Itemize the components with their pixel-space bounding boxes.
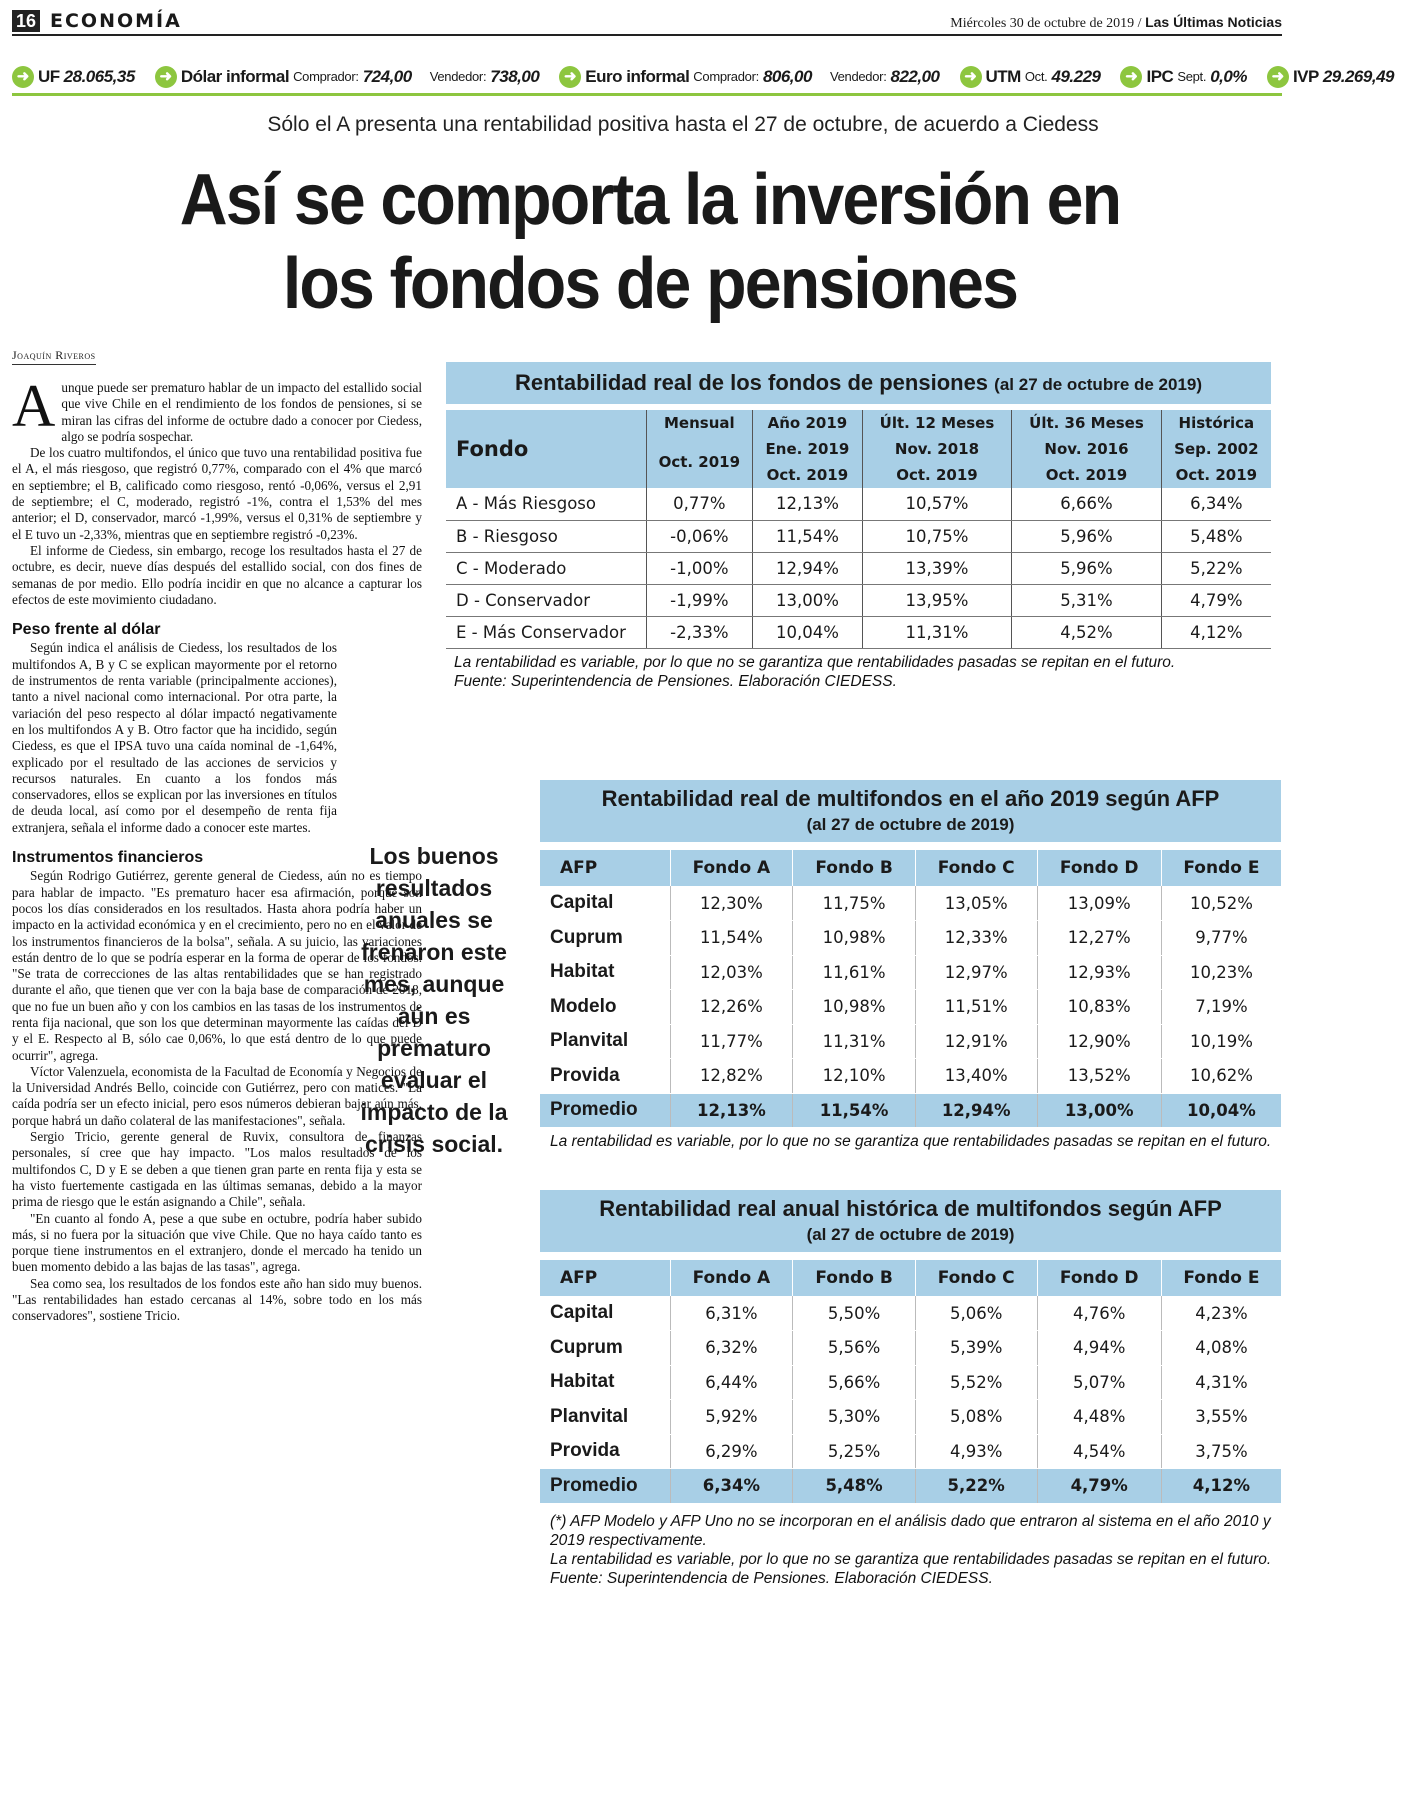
table-cell: 4,79% bbox=[1161, 584, 1271, 616]
table-cell: 4,31% bbox=[1161, 1365, 1281, 1400]
column-header: Fondo A bbox=[670, 850, 793, 886]
table-note bbox=[540, 1512, 1281, 1588]
table-cell: 4,94% bbox=[1037, 1331, 1161, 1366]
table-cell: 12,97% bbox=[915, 955, 1037, 990]
row-label: Cuprum bbox=[540, 921, 670, 956]
table-cell: 5,48% bbox=[1161, 520, 1271, 552]
kicker: Sólo el A presenta una rentabilidad positiva hasta el 27 de octubre, de acuerdo a Ciedess bbox=[267, 113, 1099, 136]
table-row bbox=[540, 921, 1281, 956]
table-cell: 6,29% bbox=[670, 1434, 793, 1469]
table-cell: 9,77% bbox=[1161, 921, 1281, 956]
table-cell: 10,75% bbox=[862, 520, 1012, 552]
table-cell: 12,03% bbox=[670, 955, 793, 990]
table-header-row bbox=[540, 850, 1281, 886]
table-title bbox=[540, 780, 1281, 842]
indicator-label: IVP bbox=[1292, 66, 1319, 86]
table-cell: -1,00% bbox=[646, 552, 753, 584]
row-label: Provida bbox=[540, 1059, 670, 1094]
paragraph: Según indica el análisis de Ciedess, los resultados de los multifondos A, B y C se explican mayormente por el retorno de instrumentos de renta variable (principalmente acciones), tanto a nivel nacional como internacional. Por otra parte, la variación del peso respecto al dólar impactó negativamente en los multifondos A y B. Otro factor que ha incidido, según Ciedess, es que el IPSA tuvo una caída nominal de -1,64%, explicado por el resultado de las acciones de servicios y recursos naturales. En cuanto a los fondos más conservadores, ellos se explican por las inversiones en títulos de deuda local, así como por el desempeño de renta fija extranjera, señala el informe dado a conocer este martes. bbox=[12, 640, 337, 835]
row-label: Cuprum bbox=[540, 1331, 670, 1366]
table-row bbox=[540, 1059, 1281, 1094]
table-cell: 5,07% bbox=[1037, 1365, 1161, 1400]
newspaper-name: Las Últimas Noticias bbox=[1145, 14, 1282, 30]
table-cell: 13,00% bbox=[1037, 1093, 1161, 1128]
table-cell: 11,31% bbox=[793, 1024, 916, 1059]
table-cell: 4,08% bbox=[1161, 1331, 1281, 1366]
row-label: E - Más Conservador bbox=[446, 616, 646, 648]
row-label: Promedio bbox=[540, 1469, 670, 1504]
indicator-utm bbox=[960, 66, 1115, 88]
table-row bbox=[540, 1365, 1281, 1400]
table-multifondos-historica bbox=[540, 1190, 1281, 1588]
table-cell: -0,06% bbox=[646, 520, 753, 552]
row-label: Promedio bbox=[540, 1093, 670, 1128]
table-note bbox=[540, 1132, 1281, 1151]
paragraph: "En cuanto al fondo A, pese a que sube en octubre, podría haber subido más, si no fuera por la situación que vive Chile. Que no haya caído tanto es porque tiene instrumentos en el extranjero, donde el mercado ha tenido un buen momento debido a las bajas de las tasas", agrega. bbox=[12, 1210, 422, 1275]
row-label: Capital bbox=[540, 1296, 670, 1331]
table-cell: 13,39% bbox=[862, 552, 1012, 584]
paragraph bbox=[12, 373, 422, 445]
indicator-label: Euro informal bbox=[585, 66, 690, 86]
column-subheader: Nov. 2016 bbox=[1012, 436, 1162, 462]
indicator-value: 822,00 bbox=[890, 66, 940, 86]
table-cell: 10,04% bbox=[1161, 1093, 1281, 1128]
indicator-euro bbox=[559, 66, 953, 88]
table-cell: 4,48% bbox=[1037, 1400, 1161, 1435]
data-table bbox=[540, 1260, 1281, 1504]
column-subheader: Oct. 2019 bbox=[753, 462, 863, 488]
table-cell: 5,66% bbox=[793, 1365, 916, 1400]
table-cell: 13,95% bbox=[862, 584, 1012, 616]
table-cell: 5,22% bbox=[1161, 552, 1271, 584]
table-cell: 5,22% bbox=[915, 1469, 1037, 1504]
table-cell: 5,06% bbox=[915, 1296, 1037, 1331]
table-cell: 4,12% bbox=[1161, 616, 1271, 648]
table-cell: 12,33% bbox=[915, 921, 1037, 956]
table-cell: 6,34% bbox=[1161, 488, 1271, 520]
indicator-value: 724,00 bbox=[362, 66, 412, 86]
column-header: Fondo E bbox=[1161, 1260, 1281, 1296]
column-subheader: Oct. 2019 bbox=[1012, 462, 1162, 488]
indicator-value: 28.065,35 bbox=[63, 66, 135, 86]
table-cell: 12,91% bbox=[915, 1024, 1037, 1059]
table-cell: -2,33% bbox=[646, 616, 753, 648]
table-title-date: (al 27 de octubre de 2019) bbox=[806, 815, 1015, 834]
table-cell: 12,93% bbox=[1037, 955, 1161, 990]
column-subheader: Nov. 2018 bbox=[862, 436, 1012, 462]
byline: Joaquín Riveros bbox=[12, 348, 96, 365]
table-cell: 7,19% bbox=[1161, 990, 1281, 1025]
table-cell: 12,13% bbox=[753, 488, 863, 520]
row-label: D - Conservador bbox=[446, 584, 646, 616]
column-subheader: Oct. 2019 bbox=[1161, 462, 1271, 488]
page-number: 16 bbox=[12, 10, 40, 32]
indicators-bar bbox=[12, 60, 1394, 96]
table-cell: 5,08% bbox=[915, 1400, 1037, 1435]
table-cell: 11,54% bbox=[753, 520, 863, 552]
indicator-value: 49.229 bbox=[1051, 66, 1101, 86]
paragraph: Sergio Tricio, gerente general de Ruvix, consultora de finanzas personales, sí cree que hay impacto. "Los malos resultados de los multifondos C, D y E se deben a que tienen gran parte en renta fija y esta se ha visto fuertemente castigada en las últimas semanas, debido a la mayor prima de riesgo que le están asignando a Chile", señala. bbox=[12, 1129, 422, 1210]
column-header: Fondo C bbox=[915, 1260, 1037, 1296]
table-row bbox=[540, 886, 1281, 921]
column-header: AFP bbox=[540, 1260, 670, 1296]
note-line: La rentabilidad es variable, por lo que no se garantiza que rentabilidades pasadas se repitan en el futuro. bbox=[550, 1133, 1272, 1150]
row-label: B - Riesgoso bbox=[446, 520, 646, 552]
indicator-value: 29.269,49 bbox=[1322, 66, 1394, 86]
indicator-ipc bbox=[1120, 66, 1260, 88]
table-cell: 12,94% bbox=[915, 1093, 1037, 1128]
table-row-average bbox=[540, 1093, 1281, 1128]
arrow-right-icon: ➜ bbox=[559, 66, 581, 88]
row-label: Capital bbox=[540, 886, 670, 921]
table-title-date: (al 27 de octubre de 2019) bbox=[994, 375, 1203, 394]
paragraph: Sea como sea, los resultados de los fondos este año han sido muy buenos. "Las rentabilidades han estado cercanas al 14%, sobre todo en los más conservadores", sostiene Tricio. bbox=[12, 1275, 422, 1324]
column-header: Fondo E bbox=[1161, 850, 1281, 886]
indicator-label: Dólar informal bbox=[180, 66, 290, 86]
table-cell: 11,61% bbox=[793, 955, 916, 990]
indicator-sublabel: Oct. bbox=[1024, 69, 1048, 84]
table-cell: 13,05% bbox=[915, 886, 1037, 921]
table-cell: 5,39% bbox=[915, 1331, 1037, 1366]
indicator-label: UF bbox=[38, 66, 60, 86]
note-line: Fuente: Superintendencia de Pensiones. Elaboración CIEDESS. bbox=[550, 1569, 993, 1587]
indicator-sublabel: Comprador: bbox=[293, 69, 359, 84]
headline-line: Así se comporta la inversión en bbox=[179, 160, 1121, 240]
row-label: Planvital bbox=[540, 1400, 670, 1435]
indicator-value: 0,0% bbox=[1210, 66, 1247, 86]
table-cell: 5,96% bbox=[1012, 552, 1162, 584]
table-cell: 13,09% bbox=[1037, 886, 1161, 921]
table-title-text: Rentabilidad real anual histórica de multifondos según AFP bbox=[599, 1196, 1222, 1221]
table-cell: 0,77% bbox=[646, 488, 753, 520]
arrow-right-icon: ➜ bbox=[1267, 66, 1289, 88]
note-line: (*) AFP Modelo y AFP Uno no se incorporan en el análisis dado que entraron al sistema en el año 2010 y 2019 respectivamente. bbox=[550, 1512, 1271, 1549]
column-header: Año 2019 bbox=[753, 410, 863, 436]
table-cell: 12,82% bbox=[670, 1059, 793, 1094]
table-cell: 5,96% bbox=[1012, 520, 1162, 552]
column-header: Fondo B bbox=[793, 1260, 916, 1296]
headline-line: los fondos de pensiones bbox=[282, 244, 1018, 324]
table-row bbox=[540, 1400, 1281, 1435]
table-cell: 11,31% bbox=[862, 616, 1012, 648]
indicator-sublabel: Vendedor: bbox=[829, 69, 887, 84]
subheading: Instrumentos financieros bbox=[12, 849, 204, 867]
table-title-text: Rentabilidad real de multifondos en el año 2019 según AFP bbox=[601, 786, 1220, 811]
indicator-uf bbox=[12, 66, 149, 88]
column-header: AFP bbox=[540, 850, 670, 886]
table-cell: 6,44% bbox=[670, 1365, 793, 1400]
table-cell: 6,66% bbox=[1012, 488, 1162, 520]
table-cell: 11,54% bbox=[670, 921, 793, 956]
table-cell: 5,50% bbox=[793, 1296, 916, 1331]
table-cell: 4,76% bbox=[1037, 1296, 1161, 1331]
table-cell: 5,52% bbox=[915, 1365, 1037, 1400]
table-cell: 4,23% bbox=[1161, 1296, 1281, 1331]
table-cell: 3,55% bbox=[1161, 1400, 1281, 1435]
issue-date: Miércoles 30 de octubre de 2019 / bbox=[950, 16, 1146, 31]
table-cell: 3,75% bbox=[1161, 1434, 1281, 1469]
table-row-average bbox=[540, 1469, 1281, 1504]
table-cell: 11,77% bbox=[670, 1024, 793, 1059]
table-cell: -1,99% bbox=[646, 584, 753, 616]
table-row bbox=[540, 990, 1281, 1025]
row-label: Provida bbox=[540, 1434, 670, 1469]
column-subheader: Oct. 2019 bbox=[646, 436, 753, 488]
table-multifondos-2019 bbox=[540, 780, 1281, 1151]
table-cell: 6,34% bbox=[670, 1469, 793, 1504]
indicator-label: IPC bbox=[1146, 66, 1174, 86]
table-row bbox=[540, 1434, 1281, 1469]
table-cell: 11,75% bbox=[793, 886, 916, 921]
table-cell: 12,26% bbox=[670, 990, 793, 1025]
indicator-value: 806,00 bbox=[762, 66, 812, 86]
table-cell: 12,30% bbox=[670, 886, 793, 921]
section-name: ECONOMÍA bbox=[50, 10, 182, 32]
table-cell: 13,52% bbox=[1037, 1059, 1161, 1094]
column-header: Fondo C bbox=[915, 850, 1037, 886]
row-label: Planvital bbox=[540, 1024, 670, 1059]
column-subheader: Ene. 2019 bbox=[753, 436, 863, 462]
table-cell: 5,30% bbox=[793, 1400, 916, 1435]
table-cell: 5,48% bbox=[793, 1469, 916, 1504]
table-cell: 6,32% bbox=[670, 1331, 793, 1366]
table-row bbox=[446, 488, 1271, 520]
header-date bbox=[950, 14, 1282, 32]
column-header: Histórica bbox=[1161, 410, 1271, 436]
table-row bbox=[446, 616, 1271, 648]
table-row bbox=[446, 520, 1271, 552]
table-cell: 12,90% bbox=[1037, 1024, 1161, 1059]
paragraph: El informe de Ciedess, sin embargo, recoge los resultados hasta el 27 de octubre, es decir, nueve días después del estallido social, con dos fines de semanas de por medio. Ello podría incidir en que no alcance a capturar los efectos de este movimiento ciudadano. bbox=[12, 542, 422, 607]
indicator-sublabel: Sept. bbox=[1177, 69, 1207, 84]
table-row bbox=[446, 584, 1271, 616]
table-cell: 10,04% bbox=[753, 616, 863, 648]
table-cell: 10,83% bbox=[1037, 990, 1161, 1025]
row-label: Modelo bbox=[540, 990, 670, 1025]
indicator-label: UTM bbox=[985, 66, 1021, 86]
paragraph: Víctor Valenzuela, economista de la Facultad de Economía y Negocios de la Universidad Andrés Bello, coincide con Gutiérrez, pero con matices. "La caída podría ser un efecto inicial, pero esos números debieran bajar aún más, porque habrá un daño colateral de las manifestaciones", señala. bbox=[12, 1063, 422, 1128]
row-label: A - Más Riesgoso bbox=[446, 488, 646, 520]
data-table bbox=[540, 850, 1281, 1128]
table-cell: 4,54% bbox=[1037, 1434, 1161, 1469]
column-header: Últ. 36 Meses bbox=[1012, 410, 1162, 436]
table-title bbox=[540, 1190, 1281, 1252]
note-line: Fuente: Superintendencia de Pensiones. Elaboración CIEDESS. bbox=[454, 672, 897, 690]
table-cell: 6,31% bbox=[670, 1296, 793, 1331]
table-fondos-pensiones bbox=[446, 362, 1271, 691]
table-cell: 12,94% bbox=[753, 552, 863, 584]
table-cell: 10,23% bbox=[1161, 955, 1281, 990]
table-cell: 10,52% bbox=[1161, 886, 1281, 921]
pull-quote: Los buenos resultados anuales se frenaron este mes, aunque aún es prematuro evaluar el impacto de la crisis social. bbox=[360, 843, 508, 1157]
row-label: Habitat bbox=[540, 1365, 670, 1400]
table-cell: 12,27% bbox=[1037, 921, 1161, 956]
column-header: Últ. 12 Meses bbox=[862, 410, 1012, 436]
table-cell: 10,19% bbox=[1161, 1024, 1281, 1059]
indicator-sublabel: Comprador: bbox=[693, 69, 759, 84]
data-table bbox=[446, 410, 1271, 649]
note-line: La rentabilidad es variable, por lo que no se garantiza que rentabilidades pasadas se repitan en el futuro. bbox=[454, 653, 1176, 671]
table-title-text: Rentabilidad real de los fondos de pensiones bbox=[514, 370, 989, 395]
indicator-ivp bbox=[1267, 66, 1408, 88]
column-header: Mensual bbox=[646, 410, 753, 436]
column-header: Fondo B bbox=[793, 850, 916, 886]
column-header: Fondo bbox=[446, 410, 646, 488]
table-header-row bbox=[540, 1260, 1281, 1296]
arrow-right-icon: ➜ bbox=[1120, 66, 1142, 88]
table-cell: 4,52% bbox=[1012, 616, 1162, 648]
table-title-date: (al 27 de octubre de 2019) bbox=[806, 1225, 1015, 1244]
table-row bbox=[540, 1296, 1281, 1331]
table-row bbox=[540, 1024, 1281, 1059]
table-cell: 12,10% bbox=[793, 1059, 916, 1094]
table-title bbox=[446, 362, 1271, 404]
row-label: C - Moderado bbox=[446, 552, 646, 584]
column-header: Fondo A bbox=[670, 1260, 793, 1296]
table-cell: 10,62% bbox=[1161, 1059, 1281, 1094]
table-cell: 4,12% bbox=[1161, 1469, 1281, 1504]
table-header-row bbox=[446, 410, 1271, 436]
table-cell: 10,57% bbox=[862, 488, 1012, 520]
table-cell: 5,31% bbox=[1012, 584, 1162, 616]
table-cell: 4,79% bbox=[1037, 1469, 1161, 1504]
note-line: La rentabilidad es variable, por lo que no se garantiza que rentabilidades pasadas se repitan en el futuro. bbox=[550, 1550, 1272, 1568]
row-label: Habitat bbox=[540, 955, 670, 990]
paragraph: De los cuatro multifondos, el único que tuvo una rentabilidad positiva fue el A, el más riesgoso, que registró 0,77%, comparado con el 4% que marcó en septiembre; el B, calificado como riesgoso, rentó -0,06%, versus el 2,91 de septiembre; el C, moderado, registró -1%, contra el 1,53% del mes anterior; el D, conservador, marcó -1,99%, versus el 0,31% de septiembre y el E tuvo un -2,33%, mientras que en septiembre registró -0,23%. bbox=[12, 445, 422, 542]
table-row bbox=[446, 552, 1271, 584]
table-row bbox=[540, 955, 1281, 990]
arrow-right-icon: ➜ bbox=[12, 66, 34, 88]
paragraph: Según Rodrigo Gutiérrez, gerente general de Ciedess, aún no es tiempo para hablar de impacto. "Es prematuro hacer esa afirmación, porque son pocos los días considerados en los resultados. Hasta ahora podría haber un impacto en la actividad económica y en el crecimiento, pero no en el valor de los instrumentos financieros de la bolsa", señala. A su juicio, las variaciones están dentro de lo que se podría esperar en la forma de operar de los fondos. "Se trata de correcciones de las altas rentabilidades que se han registrado durante el año, que tienen que ver con la baja base de comparación de 2018, que no fue un buen año y con los cambios en las tasas de los instrumentos de renta fija nacional, que son los que determinan mayormente las caídas del D y el E. Respecto al B, sólo cae 0,06%, lo que está dentro de lo que puede ocurrir", agrega. bbox=[12, 868, 422, 1063]
table-cell: 10,98% bbox=[793, 921, 916, 956]
arrow-right-icon: ➜ bbox=[960, 66, 982, 88]
column-header: Fondo D bbox=[1037, 850, 1161, 886]
arrow-right-icon: ➜ bbox=[155, 66, 177, 88]
table-row bbox=[540, 1331, 1281, 1366]
indicator-dolar bbox=[155, 66, 553, 88]
indicator-value: 738,00 bbox=[490, 66, 540, 86]
table-cell: 5,25% bbox=[793, 1434, 916, 1469]
table-cell: 5,56% bbox=[793, 1331, 916, 1366]
column-subheader: Oct. 2019 bbox=[862, 462, 1012, 488]
table-cell: 11,54% bbox=[793, 1093, 916, 1128]
column-header: Fondo D bbox=[1037, 1260, 1161, 1296]
subheading: Peso frente al dólar bbox=[12, 621, 161, 639]
dropcap: A bbox=[12, 373, 56, 439]
table-cell: 10,98% bbox=[793, 990, 916, 1025]
table-cell: 4,93% bbox=[915, 1434, 1037, 1469]
table-cell: 12,13% bbox=[670, 1093, 793, 1128]
table-cell: 5,92% bbox=[670, 1400, 793, 1435]
table-cell: 13,40% bbox=[915, 1059, 1037, 1094]
table-cell: 11,51% bbox=[915, 990, 1037, 1025]
column-subheader: Sep. 2002 bbox=[1161, 436, 1271, 462]
page-header bbox=[12, 10, 1282, 36]
paragraph-text: unque puede ser prematuro hablar de un impacto del estallido social que vive Chile en el rendimiento de los fondos de pensiones, si se miran las cifras del informe de octubre dado a conocer por Ciedess, algo se podría sospechar. bbox=[61, 380, 422, 444]
table-note bbox=[446, 653, 1271, 691]
indicator-sublabel: Vendedor: bbox=[429, 69, 487, 84]
headline bbox=[107, 158, 1193, 326]
table-cell: 13,00% bbox=[753, 584, 863, 616]
